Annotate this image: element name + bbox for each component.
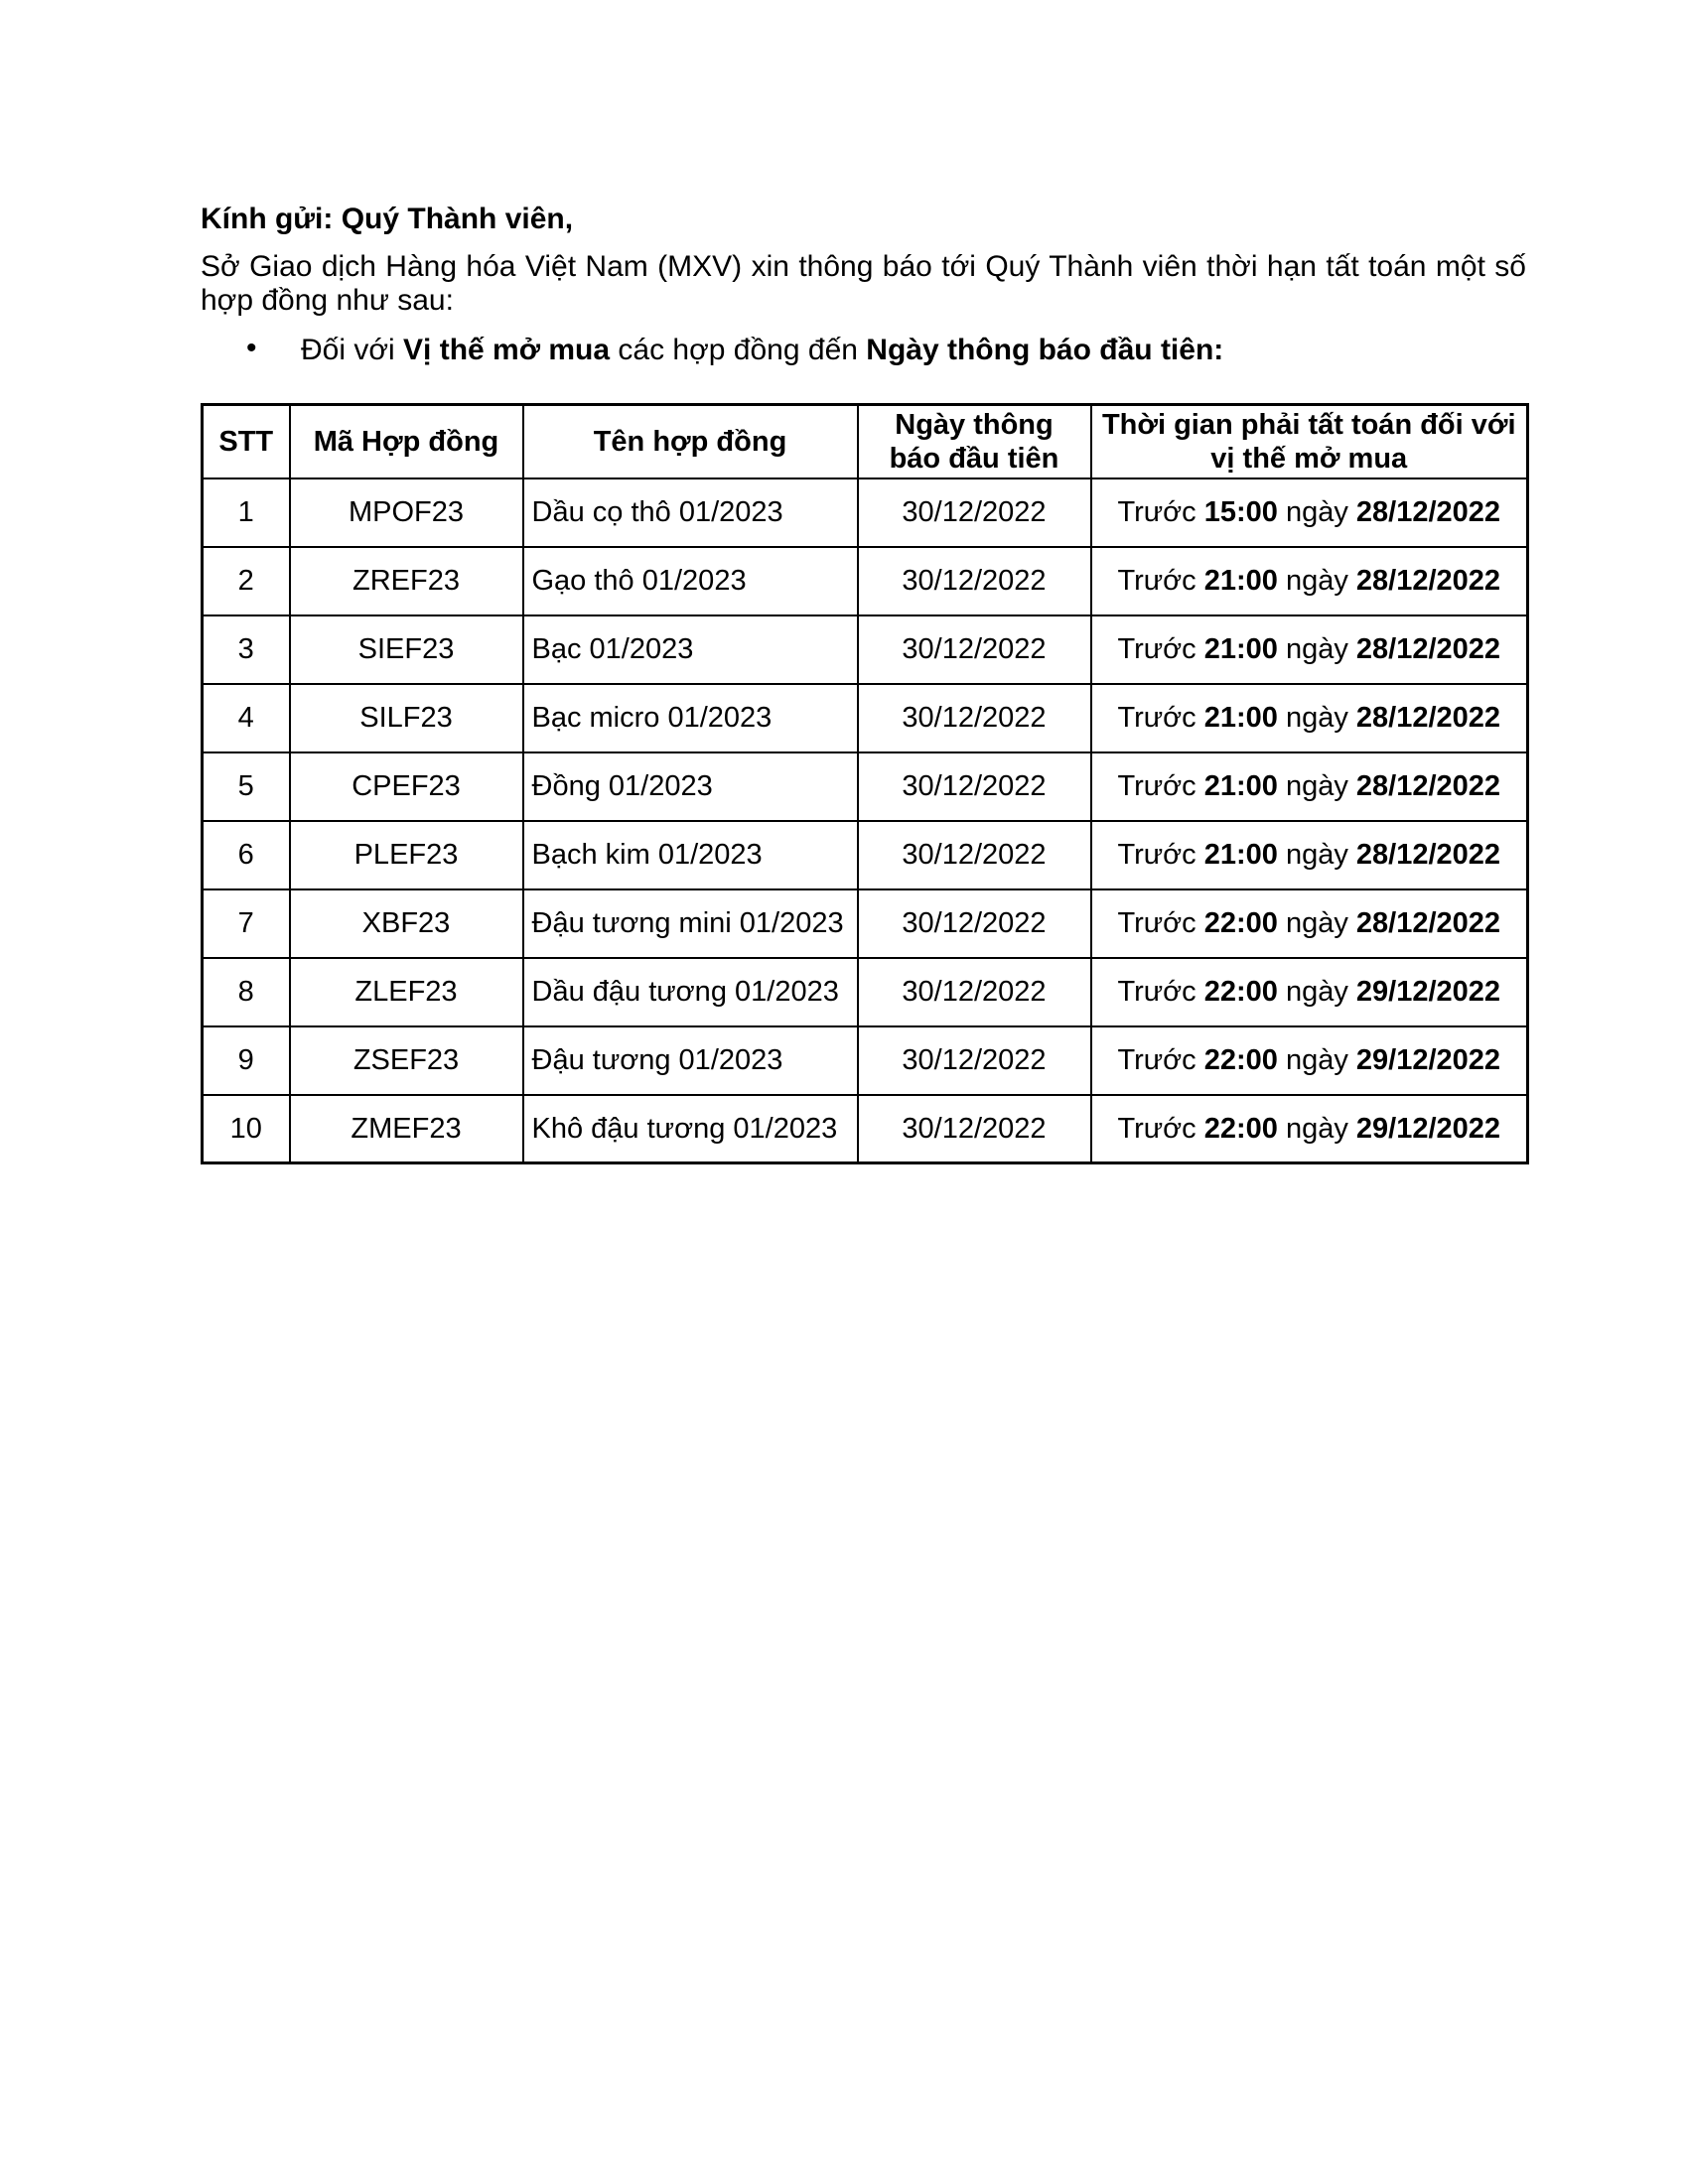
cell-contract-code: CPEF23 [290,752,523,821]
header-contract-name: Tên hợp đồng [523,405,858,478]
deadline-ngay: ngày [1277,770,1356,802]
bullet-icon: • [246,332,257,364]
table-header-row [203,405,1528,478]
cell-contract-code: SILF23 [290,684,523,752]
deadline-prefix: Trước [1117,496,1204,528]
cell-stt: 9 [203,1026,290,1095]
deadline-prefix: Trước [1117,1112,1204,1145]
table-row [203,615,1528,684]
cell-contract-name: Bạc 01/2023 [523,615,858,684]
cell-stt: 10 [203,1095,290,1163]
cell-contract-code: ZMEF23 [290,1095,523,1163]
cell-contract-name: Khô đậu tương 01/2023 [523,1095,858,1163]
deadline-date: 28/12/2022 [1355,770,1501,802]
cell-stt: 1 [203,478,290,547]
cell-contract-code: MPOF23 [290,478,523,547]
cell-first-notice-date: 30/12/2022 [858,752,1091,821]
bullet-item [201,334,1526,367]
cell-settlement-deadline [1091,958,1528,1026]
table-row [203,1095,1528,1163]
bullet-text-bold-notice: Ngày thông báo đầu tiên: [866,334,1224,366]
cell-first-notice-date: 30/12/2022 [858,821,1091,889]
deadline-time: 21:00 [1203,702,1278,734]
header-first-notice-day: Ngày thông báo đầu tiên [858,405,1091,478]
table-row [203,684,1528,752]
deadline-prefix: Trước [1117,976,1204,1008]
deadline-prefix: Trước [1117,565,1204,597]
deadline-date: 28/12/2022 [1355,565,1501,597]
deadline-time: 15:00 [1203,496,1278,528]
cell-stt: 5 [203,752,290,821]
cell-first-notice-date: 30/12/2022 [858,1095,1091,1163]
cell-contract-code: ZSEF23 [290,1026,523,1095]
cell-contract-name: Gạo thô 01/2023 [523,547,858,615]
cell-contract-code: ZLEF23 [290,958,523,1026]
table-row [203,752,1528,821]
deadline-time: 22:00 [1203,1112,1278,1145]
cell-settlement-deadline [1091,1026,1528,1095]
cell-settlement-deadline [1091,547,1528,615]
cell-first-notice-date: 30/12/2022 [858,478,1091,547]
deadline-time: 21:00 [1203,633,1278,665]
cell-contract-code: ZREF23 [290,547,523,615]
table-row [203,889,1528,958]
deadline-ngay: ngày [1277,976,1356,1008]
header-settlement-time: Thời gian phải tất toán đối với vị thế mở mua [1091,405,1528,478]
bullet-text-prefix: Đối với [301,334,404,366]
deadline-date: 29/12/2022 [1355,1112,1501,1145]
deadline-time: 21:00 [1203,839,1278,871]
deadline-ngay: ngày [1277,1112,1356,1145]
deadline-date: 28/12/2022 [1355,702,1501,734]
deadline-ngay: ngày [1277,839,1356,871]
deadline-ngay: ngày [1277,1044,1356,1076]
bullet-text-bold-position: Vị thế mở mua [403,334,611,366]
deadline-prefix: Trước [1117,702,1204,734]
deadline-date: 29/12/2022 [1355,976,1501,1008]
cell-first-notice-date: 30/12/2022 [858,958,1091,1026]
cell-first-notice-date: 30/12/2022 [858,684,1091,752]
deadline-date: 28/12/2022 [1355,633,1501,665]
deadline-date: 29/12/2022 [1355,1044,1501,1076]
cell-settlement-deadline [1091,1095,1528,1163]
cell-contract-name: Đậu tương mini 01/2023 [523,889,858,958]
deadline-prefix: Trước [1117,839,1204,871]
cell-contract-name: Dầu đậu tương 01/2023 [523,958,858,1026]
cell-settlement-deadline [1091,821,1528,889]
header-contract-code: Mã Hợp đồng [290,405,523,478]
cell-contract-name: Dầu cọ thô 01/2023 [523,478,858,547]
cell-stt: 6 [203,821,290,889]
bullet-text [301,334,1223,366]
cell-stt: 7 [203,889,290,958]
cell-stt: 8 [203,958,290,1026]
deadline-prefix: Trước [1117,770,1204,802]
deadline-date: 28/12/2022 [1355,907,1501,939]
cell-stt: 4 [203,684,290,752]
table-row [203,958,1528,1026]
contracts-table [201,403,1529,1164]
deadline-ngay: ngày [1277,633,1356,665]
greeting-line: Kính gửi: Quý Thành viên, [201,203,574,235]
cell-contract-code: XBF23 [290,889,523,958]
cell-settlement-deadline [1091,752,1528,821]
deadline-prefix: Trước [1117,633,1204,665]
cell-settlement-deadline [1091,889,1528,958]
cell-contract-name: Đậu tương 01/2023 [523,1026,858,1095]
cell-first-notice-date: 30/12/2022 [858,1026,1091,1095]
deadline-time: 22:00 [1203,907,1278,939]
deadline-ngay: ngày [1277,565,1356,597]
cell-contract-code: PLEF23 [290,821,523,889]
cell-settlement-deadline [1091,615,1528,684]
deadline-prefix: Trước [1117,907,1204,939]
cell-settlement-deadline [1091,478,1528,547]
deadline-ngay: ngày [1277,702,1356,734]
cell-stt: 3 [203,615,290,684]
deadline-ngay: ngày [1277,907,1356,939]
cell-first-notice-date: 30/12/2022 [858,889,1091,958]
table-row [203,821,1528,889]
deadline-prefix: Trước [1117,1044,1204,1076]
cell-contract-name: Đồng 01/2023 [523,752,858,821]
deadline-time: 21:00 [1203,770,1278,802]
table-row [203,1026,1528,1095]
header-stt: STT [203,405,290,478]
cell-settlement-deadline [1091,684,1528,752]
cell-first-notice-date: 30/12/2022 [858,547,1091,615]
deadline-date: 28/12/2022 [1355,839,1501,871]
cell-contract-name: Bạc micro 01/2023 [523,684,858,752]
deadline-date: 28/12/2022 [1355,496,1501,528]
deadline-time: 22:00 [1203,976,1278,1008]
cell-contract-code: SIEF23 [290,615,523,684]
cell-stt: 2 [203,547,290,615]
table-row [203,547,1528,615]
bullet-text-middle: các hợp đồng đến [610,334,867,366]
deadline-time: 21:00 [1203,565,1278,597]
deadline-time: 22:00 [1203,1044,1278,1076]
deadline-ngay: ngày [1277,496,1356,528]
intro-paragraph: Sở Giao dịch Hàng hóa Việt Nam (MXV) xin thông báo tới Quý Thành viên thời hạn tất toán một số hợp đồng như sau: [201,250,1526,317]
table-row [203,478,1528,547]
cell-contract-name: Bạch kim 01/2023 [523,821,858,889]
cell-first-notice-date: 30/12/2022 [858,615,1091,684]
